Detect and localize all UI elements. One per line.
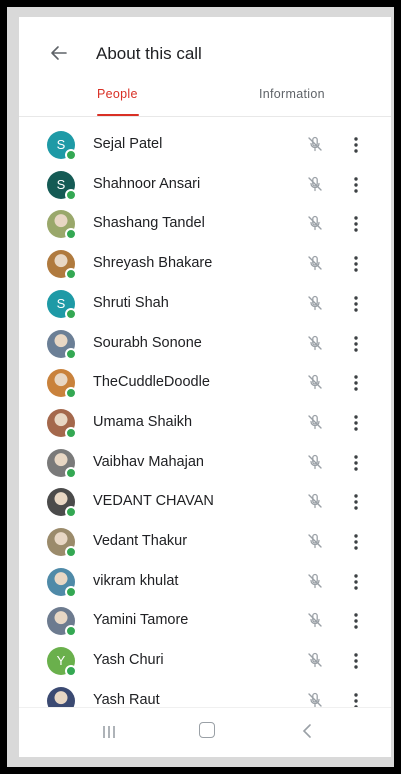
participant-row[interactable] bbox=[19, 601, 391, 641]
online-status-dot bbox=[65, 506, 77, 518]
participant-row[interactable] bbox=[19, 522, 391, 562]
participant-name: TheCuddleDoodle bbox=[93, 374, 210, 391]
participant-row[interactable] bbox=[19, 324, 391, 364]
system-nav-bar bbox=[19, 707, 391, 757]
participant-name: Sourabh Sonone bbox=[93, 334, 202, 351]
participant-row[interactable] bbox=[19, 125, 391, 165]
more-options-icon[interactable] bbox=[350, 373, 362, 393]
participant-name: Shruti Shah bbox=[93, 294, 169, 311]
mic-off-icon bbox=[306, 532, 324, 550]
avatar: Y bbox=[47, 647, 75, 675]
more-options-icon[interactable] bbox=[350, 294, 362, 314]
avatar bbox=[47, 488, 75, 516]
participant-row[interactable] bbox=[19, 403, 391, 443]
screen bbox=[19, 17, 391, 757]
mic-off-icon bbox=[306, 294, 324, 312]
avatar bbox=[47, 369, 75, 397]
avatar bbox=[47, 568, 75, 596]
online-status-dot bbox=[65, 348, 77, 360]
participant-row[interactable] bbox=[19, 363, 391, 403]
mic-off-icon bbox=[306, 651, 324, 669]
online-status-dot bbox=[65, 308, 77, 320]
participant-row[interactable] bbox=[19, 641, 391, 681]
participant-row[interactable] bbox=[19, 204, 391, 244]
more-options-icon[interactable] bbox=[350, 572, 362, 592]
online-status-dot bbox=[65, 228, 77, 240]
participant-name: vikram khulat bbox=[93, 572, 179, 589]
participant-row[interactable] bbox=[19, 443, 391, 483]
mic-off-icon bbox=[306, 334, 324, 352]
more-options-icon[interactable] bbox=[350, 453, 362, 473]
participant-name: Shashang Tandel bbox=[93, 215, 205, 232]
home-icon[interactable] bbox=[199, 722, 215, 738]
mic-off-icon bbox=[306, 254, 324, 272]
tab-information[interactable]: Information bbox=[259, 87, 325, 101]
avatar bbox=[47, 607, 75, 635]
mic-off-icon bbox=[306, 611, 324, 629]
online-status-dot bbox=[65, 625, 77, 637]
online-status-dot bbox=[65, 189, 77, 201]
participant-row[interactable] bbox=[19, 165, 391, 205]
back-arrow-icon[interactable] bbox=[49, 43, 69, 63]
more-options-icon[interactable] bbox=[350, 214, 362, 234]
mic-off-icon bbox=[306, 453, 324, 471]
avatar bbox=[47, 330, 75, 358]
page-title: About this call bbox=[96, 44, 202, 63]
online-status-dot bbox=[65, 387, 77, 399]
avatar bbox=[47, 409, 75, 437]
participant-row[interactable] bbox=[19, 284, 391, 324]
mic-off-icon bbox=[306, 373, 324, 391]
back-icon[interactable] bbox=[301, 723, 313, 739]
more-options-icon[interactable] bbox=[350, 651, 362, 671]
avatar bbox=[47, 210, 75, 238]
more-options-icon[interactable] bbox=[350, 532, 362, 552]
more-options-icon[interactable] bbox=[350, 611, 362, 631]
avatar: S bbox=[47, 171, 75, 199]
online-status-dot bbox=[65, 427, 77, 439]
mic-off-icon bbox=[306, 572, 324, 590]
more-options-icon[interactable] bbox=[350, 175, 362, 195]
avatar bbox=[47, 449, 75, 477]
tab-bar bbox=[19, 83, 391, 117]
participant-name: Yash Raut bbox=[93, 691, 160, 707]
online-status-dot bbox=[65, 665, 77, 677]
participant-row[interactable] bbox=[19, 562, 391, 602]
avatar: S bbox=[47, 131, 75, 159]
participant-name: Sejal Patel bbox=[93, 136, 163, 152]
avatar bbox=[47, 528, 75, 556]
recents-icon[interactable] bbox=[102, 725, 116, 739]
mic-off-icon bbox=[306, 492, 324, 510]
online-status-dot bbox=[65, 149, 77, 161]
more-options-icon[interactable] bbox=[350, 334, 362, 354]
participant-row[interactable] bbox=[19, 244, 391, 284]
participant-name: Yamini Tamore bbox=[93, 612, 189, 629]
participant-name: Yash Churi bbox=[93, 652, 164, 669]
more-options-icon[interactable] bbox=[350, 135, 362, 155]
participant-name: Umama Shaikh bbox=[93, 413, 193, 430]
participant-name: VEDANT CHAVAN bbox=[93, 493, 214, 510]
avatar bbox=[47, 250, 75, 278]
avatar bbox=[47, 687, 75, 707]
more-options-icon[interactable] bbox=[350, 691, 362, 707]
online-status-dot bbox=[65, 586, 77, 598]
top-app-bar bbox=[19, 17, 391, 91]
participant-row[interactable] bbox=[19, 482, 391, 522]
mic-off-icon bbox=[306, 691, 324, 707]
mic-off-icon bbox=[306, 214, 324, 232]
mic-off-icon bbox=[306, 175, 324, 193]
avatar: S bbox=[47, 290, 75, 318]
participant-name: Shahnoor Ansari bbox=[93, 175, 201, 192]
online-status-dot bbox=[65, 268, 77, 280]
participant-name: Vedant Thakur bbox=[93, 533, 188, 549]
more-options-icon[interactable] bbox=[350, 254, 362, 274]
participant-name: Vaibhav Mahajan bbox=[93, 453, 204, 470]
online-status-dot bbox=[65, 467, 77, 479]
participant-name: Shreyash Bhakare bbox=[93, 255, 213, 272]
more-options-icon[interactable] bbox=[350, 492, 362, 512]
participant-list[interactable] bbox=[19, 117, 391, 707]
mic-off-icon bbox=[306, 413, 324, 431]
tab-people[interactable]: People bbox=[97, 87, 138, 101]
participant-row[interactable] bbox=[19, 681, 391, 707]
more-options-icon[interactable] bbox=[350, 413, 362, 433]
online-status-dot bbox=[65, 546, 77, 558]
mic-off-icon bbox=[306, 135, 324, 153]
